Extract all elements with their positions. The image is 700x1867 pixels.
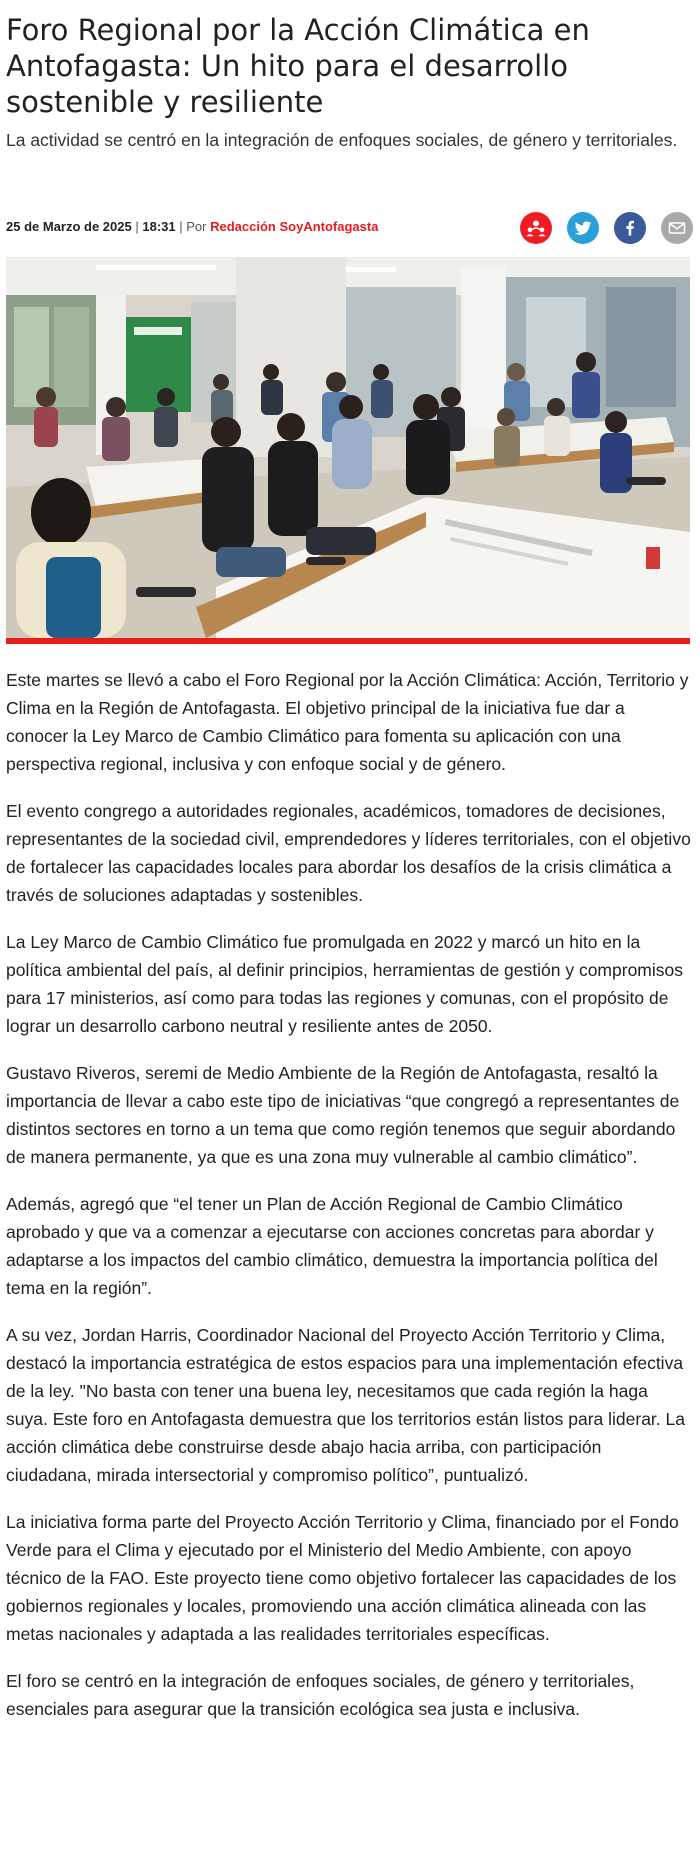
article-photo <box>6 257 690 638</box>
article-paragraph: A su vez, Jordan Harris, Coordinador Nacional del Proyecto Acción Territorio y Clima, destacó la importancia estratégica de estos espacios para una implementación efectiva de la ley. "No basta con tener una buena ley, necesitamos que cada región la haga suya. Este foro en Antofagasta demuestra que los territorios están listos para liderar. La acción climática debe construirse desde abajo hacia arriba, con participación ciudadana, mirada intersectorial y compromiso político”, puntualizó. <box>6 1325 685 1485</box>
facebook-icon <box>620 218 640 238</box>
article-paragraph: La Ley Marco de Cambio Climático fue promulgada en 2022 y marcó un hito en la política ambiental del país, al definir principios, herramientas de gestión y compromisos para 17 ministerios, así como para todas las regiones y comunas, con el propósito de lograr un desarrollo carbono neutral y resiliente antes de 2050. <box>6 932 683 1036</box>
author-link[interactable]: Redacción SoyAntofagasta <box>210 219 379 234</box>
share-people-button[interactable] <box>520 212 552 244</box>
article-paragraph: El foro se centró en la integración de enfoques sociales, de género y territoriales, esenciales para asegurar que la transición ecológica sea justa e inclusiva. <box>6 1671 635 1719</box>
article-subtitle: La actividad se centró en la integración de enfoques sociales, de género y territoriales. <box>6 130 678 150</box>
share-facebook-button[interactable] <box>614 212 646 244</box>
article-date: 25 de Marzo de 2025 <box>6 219 132 234</box>
article-paragraph: El evento congrego a autoridades regionales, académicos, tomadores de decisiones, representantes de la sociedad civil, emprendedores y líderes territoriales, con el objetivo de fortalecer las capacidades locales para abordar los desafíos de la crisis climática a través de soluciones adaptadas y sostenibles. <box>6 801 691 905</box>
meta-separator: | <box>135 219 139 234</box>
article-body <box>6 666 691 1742</box>
article-paragraph: Gustavo Riveros, seremi de Medio Ambiente de la Región de Antofagasta, resaltó la importancia de llevar a cabo este tipo de iniciativas “que congregó a representantes de distintos sectores en torno a un tema que como región tenemos que seguir abordando de manera permanente, ya que es una zona muy vulnerable al cambio climático”. <box>6 1063 680 1167</box>
photo-accent-rule <box>6 638 690 644</box>
share-twitter-button[interactable] <box>567 212 599 244</box>
article-meta <box>6 218 378 236</box>
share-mail-button[interactable] <box>661 212 693 244</box>
article-paragraph: Además, agregó que “el tener un Plan de Acción Regional de Cambio Climático aprobado y que va a comenzar a ejecutarse con acciones concretas para abordar y adaptarse a los impactos del cambio climático, demuestra la importancia política del tema en la región”. <box>6 1194 658 1298</box>
twitter-icon <box>573 218 593 238</box>
mail-icon <box>667 218 687 238</box>
article-time: 18:31 <box>142 219 176 234</box>
article-paragraph: La iniciativa forma parte del Proyecto Acción Territorio y Clima, financiado por el Fondo Verde para el Clima y ejecutado por el Ministerio del Medio Ambiente, con apoyo técnico de la FAO. Este proyecto tiene como objetivo fortalecer las capacidades de los gobiernos regionales y locales, promoviendo una acción climática alineada con las metas nacionales y adaptada a las realidades territoriales específicas. <box>6 1512 679 1644</box>
by-label: Por <box>186 219 207 234</box>
article-title: Foro Regional por la Acción Climática en Antofagasta: Un hito para el desarrollo sostenible y resiliente <box>6 13 590 119</box>
article-paragraph: Este martes se llevó a cabo el Foro Regional por la Acción Climática: Acción, Territorio y Clima en la Región de Antofagasta. El objetivo principal de la iniciativa fue dar a conocer la Ley Marco de Cambio Climático para fomenta su aplicación con una perspectiva regional, inclusiva y con enfoque social y de género. <box>6 670 689 774</box>
people-icon <box>525 217 547 239</box>
meta-separator: | <box>179 219 183 234</box>
forum-photo-illustration <box>6 257 690 638</box>
